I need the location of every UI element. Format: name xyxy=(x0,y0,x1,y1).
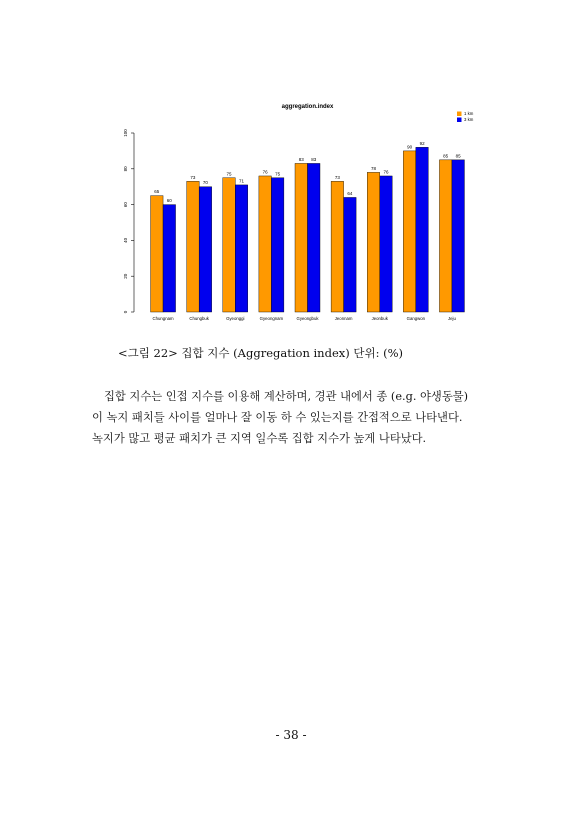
data-label: 64 xyxy=(347,190,353,196)
data-label: 85 xyxy=(443,153,449,159)
data-label: 90 xyxy=(407,144,413,150)
category-label: Chungbuk xyxy=(189,316,209,321)
bar xyxy=(199,187,212,312)
data-label: 75 xyxy=(226,171,232,177)
data-label: 76 xyxy=(383,169,389,175)
bar xyxy=(367,172,380,312)
bar xyxy=(187,181,200,312)
page-number: - 38 - xyxy=(275,728,307,742)
y-tick-label: 80 xyxy=(123,166,128,172)
data-label: 70 xyxy=(202,180,208,186)
data-label: 83 xyxy=(298,156,304,162)
category-label: Chungnam xyxy=(152,316,174,321)
category-label: Jeonbuk xyxy=(371,316,388,321)
data-label: 75 xyxy=(275,171,281,177)
bar xyxy=(439,160,452,312)
category-label: Gyeonggi xyxy=(226,316,245,321)
body-line: 집합 지수는 인접 지수를 이용해 계산하며, 경관 내에서 종 (e.g. 야생동물) xyxy=(104,390,469,403)
body-line: 녹지가 많고 평균 패치가 큰 지역 일수록 집합 지수가 높게 나타났다. xyxy=(92,432,427,445)
category-label: Gangwon xyxy=(406,316,426,321)
category-label: Gyeongnam xyxy=(259,316,284,321)
bar xyxy=(271,178,284,312)
bar xyxy=(308,163,321,312)
bar xyxy=(223,178,236,312)
y-tick-label: 60 xyxy=(123,202,128,208)
y-tick-label: 40 xyxy=(123,237,128,243)
data-label: 65 xyxy=(154,189,160,195)
body-line: 이 녹지 패치들 사이를 얼마나 잘 이동 하 수 있는지를 간접적으로 나타낸다. xyxy=(92,411,463,424)
data-label: 92 xyxy=(419,140,425,146)
bar-chart-svg xyxy=(110,98,490,330)
category-label: Gyeongbuk xyxy=(296,316,319,321)
legend-label: 1 km xyxy=(464,111,474,116)
category-label: Jeju xyxy=(447,316,456,321)
bar xyxy=(416,147,429,312)
data-label: 83 xyxy=(311,156,317,162)
bar xyxy=(331,181,344,312)
data-label: 73 xyxy=(190,174,196,180)
legend-label: 3 km xyxy=(464,117,474,122)
data-label: 60 xyxy=(166,198,172,204)
y-tick-label: 0 xyxy=(123,310,128,314)
bar xyxy=(403,151,416,312)
legend-swatch xyxy=(457,112,462,117)
figure-caption: <그림 22> 집합 지수 (Aggregation index) 단위: (%) xyxy=(118,346,404,360)
bar xyxy=(151,196,164,312)
data-label: 71 xyxy=(239,178,245,184)
data-label: 85 xyxy=(455,153,461,159)
bar xyxy=(344,197,357,312)
legend-swatch xyxy=(457,118,462,123)
bar xyxy=(295,163,308,312)
data-label: 73 xyxy=(334,174,340,180)
body-paragraph xyxy=(92,386,492,449)
bar xyxy=(259,176,272,312)
y-tick-label: 20 xyxy=(123,273,128,279)
y-tick-label: 100 xyxy=(123,129,128,137)
bar xyxy=(380,176,393,312)
bar xyxy=(235,185,248,312)
data-label: 76 xyxy=(262,169,268,175)
aggregation-index-chart xyxy=(110,98,490,330)
bar xyxy=(163,205,176,312)
bar xyxy=(452,160,465,312)
chart-title: aggregation.index xyxy=(281,104,334,110)
category-label: Jeonnam xyxy=(334,316,353,321)
data-label: 78 xyxy=(370,165,376,171)
